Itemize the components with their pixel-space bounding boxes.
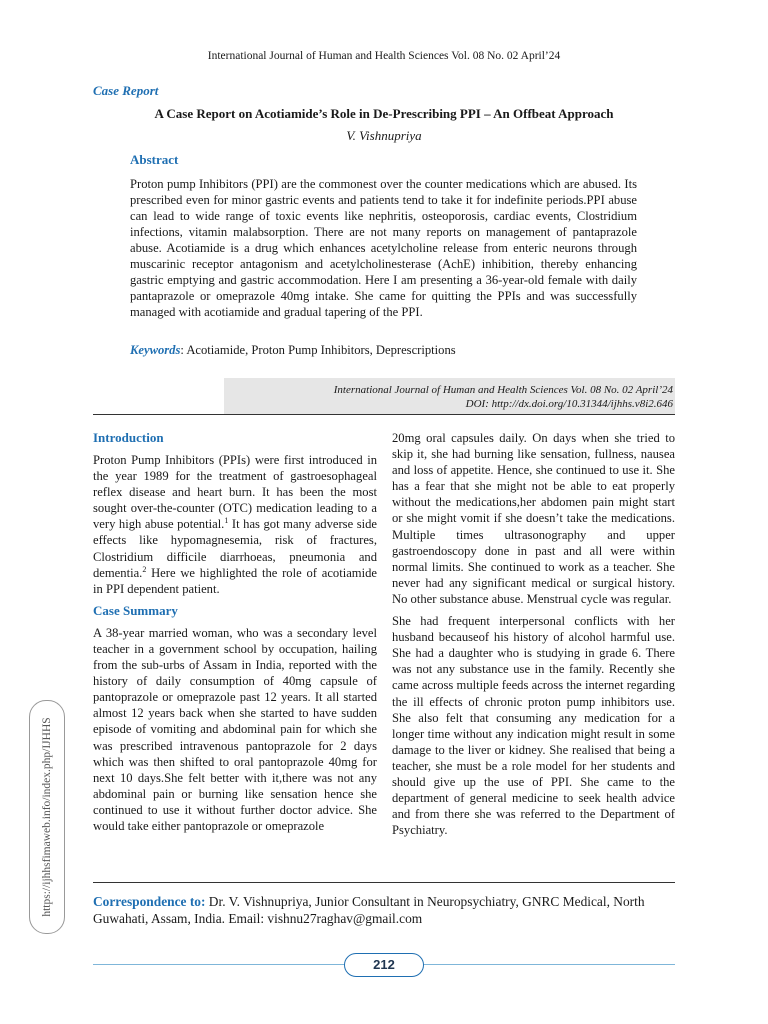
reference-1[interactable]: 1 (224, 516, 229, 526)
left-column (93, 430, 377, 834)
citation-doi[interactable]: DOI: http://dx.doi.org/10.31344/ijhhs.v8i2.646 (465, 398, 673, 410)
case-summary-para-2: She had frequent interpersonal conflicts with her husband becauseof his history of alcohol harmful use. She had a daughter who is studying in grade 6. There was not any substance use in the family. Recently she came across multiple feeds across the internet regarding the ill effects of chronic proton pump inhibitors use. She also felt that consuming any medication for a longer time without any indication might result in some damage to the liver or kidney. She realised that being a teacher, she must be a role model for her students and should give up the use of PPI. She came to the department of general medicine to seek health advice and from there she was referred to the Department of Psychiatry. (392, 614, 675, 838)
author: V. Vishnupriya (346, 128, 422, 143)
introduction-heading: Introduction (93, 430, 164, 445)
divider (93, 882, 675, 883)
case-summary-para-1-continued: 20mg oral capsules daily. On days when she tried to skip it, she had burning like sensation, fullness, nausea and loss of appetite. Hence, she continued to use it. She has a fear that she might not be able to eat properly without the medications,her abdomen pain might start or she might vomit if she doesn’t take the medications. Multiple times ultrasonography and upper gastroendoscopy done in past and all were within normal limits. She continued to work as a teacher. She never had any significant medical or surgical history. No other substance abuse. Menstrual cycle was regular. (392, 431, 675, 606)
citation-box (224, 378, 675, 414)
citation-journal: International Journal of Human and Health Sciences Vol. 08 No. 02 April’24 (333, 384, 673, 396)
keywords (130, 343, 650, 358)
abstract-text: Proton pump Inhibitors (PPI) are the commonest over the counter medications which are abused. Its prescribed even for minor gastric events and patients tend to take it for indefinite periods.PPI abuse can lead to wide range of toxic events like nephritis, osteoporosis, cardiac events, Clostridium infections, vitamin malabsorption. There are not many reports on management of pantaprazole abuse. Acotiamide is a drug which enhances acetylcholine release from enteric neurons through muscarinic receptor antagonism and acetylcholinesterase (AchE) inhibition, thereby enhancing gastric emptying and gastric accommodation. Here I am presenting a 36-year-old female with daily pantaprazole or omeprazole 40mg intake. She came for quitting the PPIs and was successfully managed with acotiamide and gradual tapering of the PPI. (130, 177, 637, 319)
case-summary-heading: Case Summary (93, 602, 178, 618)
correspondence-text: Dr. V. Vishnupriya, Junior Consultant in Neuropsychiatry, GNRC Medical, North Guwahati, Assam, India. Email: vishnu27raghav@gmail.com (93, 894, 645, 926)
running-header: International Journal of Human and Health Sciences Vol. 08 No. 02 April’24 (207, 50, 561, 62)
case-summary-para-1: A 38-year married woman, who was a secondary level teacher in a government school by occupation, hailing from the sub-urbs of Assam in India, reported with the history of daily consumption of 40mg capsule of pantoprazole or omeprazole past 12 years. It all started almost 12 years back when she started to have sudden episode of vomiting and abdominal pain for which she was prescribed intravenous pantoprazole for 2 days which was then shifted to oral pantoprazole 40mg for next 10 days.She felt better with it,there was not any abdominal pain or burning like sensation hence she continued to use it without further doctor advice. She would take either pantoprazole or omeprazole (93, 625, 377, 833)
right-column (392, 430, 675, 844)
page-number: 212 (344, 953, 424, 977)
correspondence-label: Correspondence to: (93, 894, 206, 909)
keywords-label: Keywords (130, 343, 181, 357)
side-url[interactable]: https://ijhhsfimaweb.info/index.php/IJHHS (41, 717, 53, 917)
side-url-tab[interactable] (29, 700, 65, 934)
reference-2[interactable]: 2 (142, 564, 147, 574)
article-type: Case Report (93, 83, 159, 98)
article-title: A Case Report on Acotiamide’s Role in De-Prescribing PPI – An Offbeat Approach (154, 106, 614, 121)
introduction-text: Proton Pump Inhibitors (PPIs) were first introduced in the year 1989 for the treatment of gastroesophageal reflex disease and heart burn. It has been the most sought over-the-counter (OTC) medication leading to a very high abuse potential.$^1$ It has got many adverse side effects like hypomagnesemia, risk of fractures, Clostridium difficile diarrhoeas, pneumonia and dementia.$^2$ Here we highlighted the role of acotiamide in PPI dependent patient. (93, 453, 377, 596)
keywords-text: : Acotiamide, Proton Pump Inhibitors, Deprescriptions (180, 343, 456, 357)
abstract-heading: Abstract (130, 152, 179, 167)
divider (93, 414, 675, 415)
correspondence (93, 893, 677, 927)
